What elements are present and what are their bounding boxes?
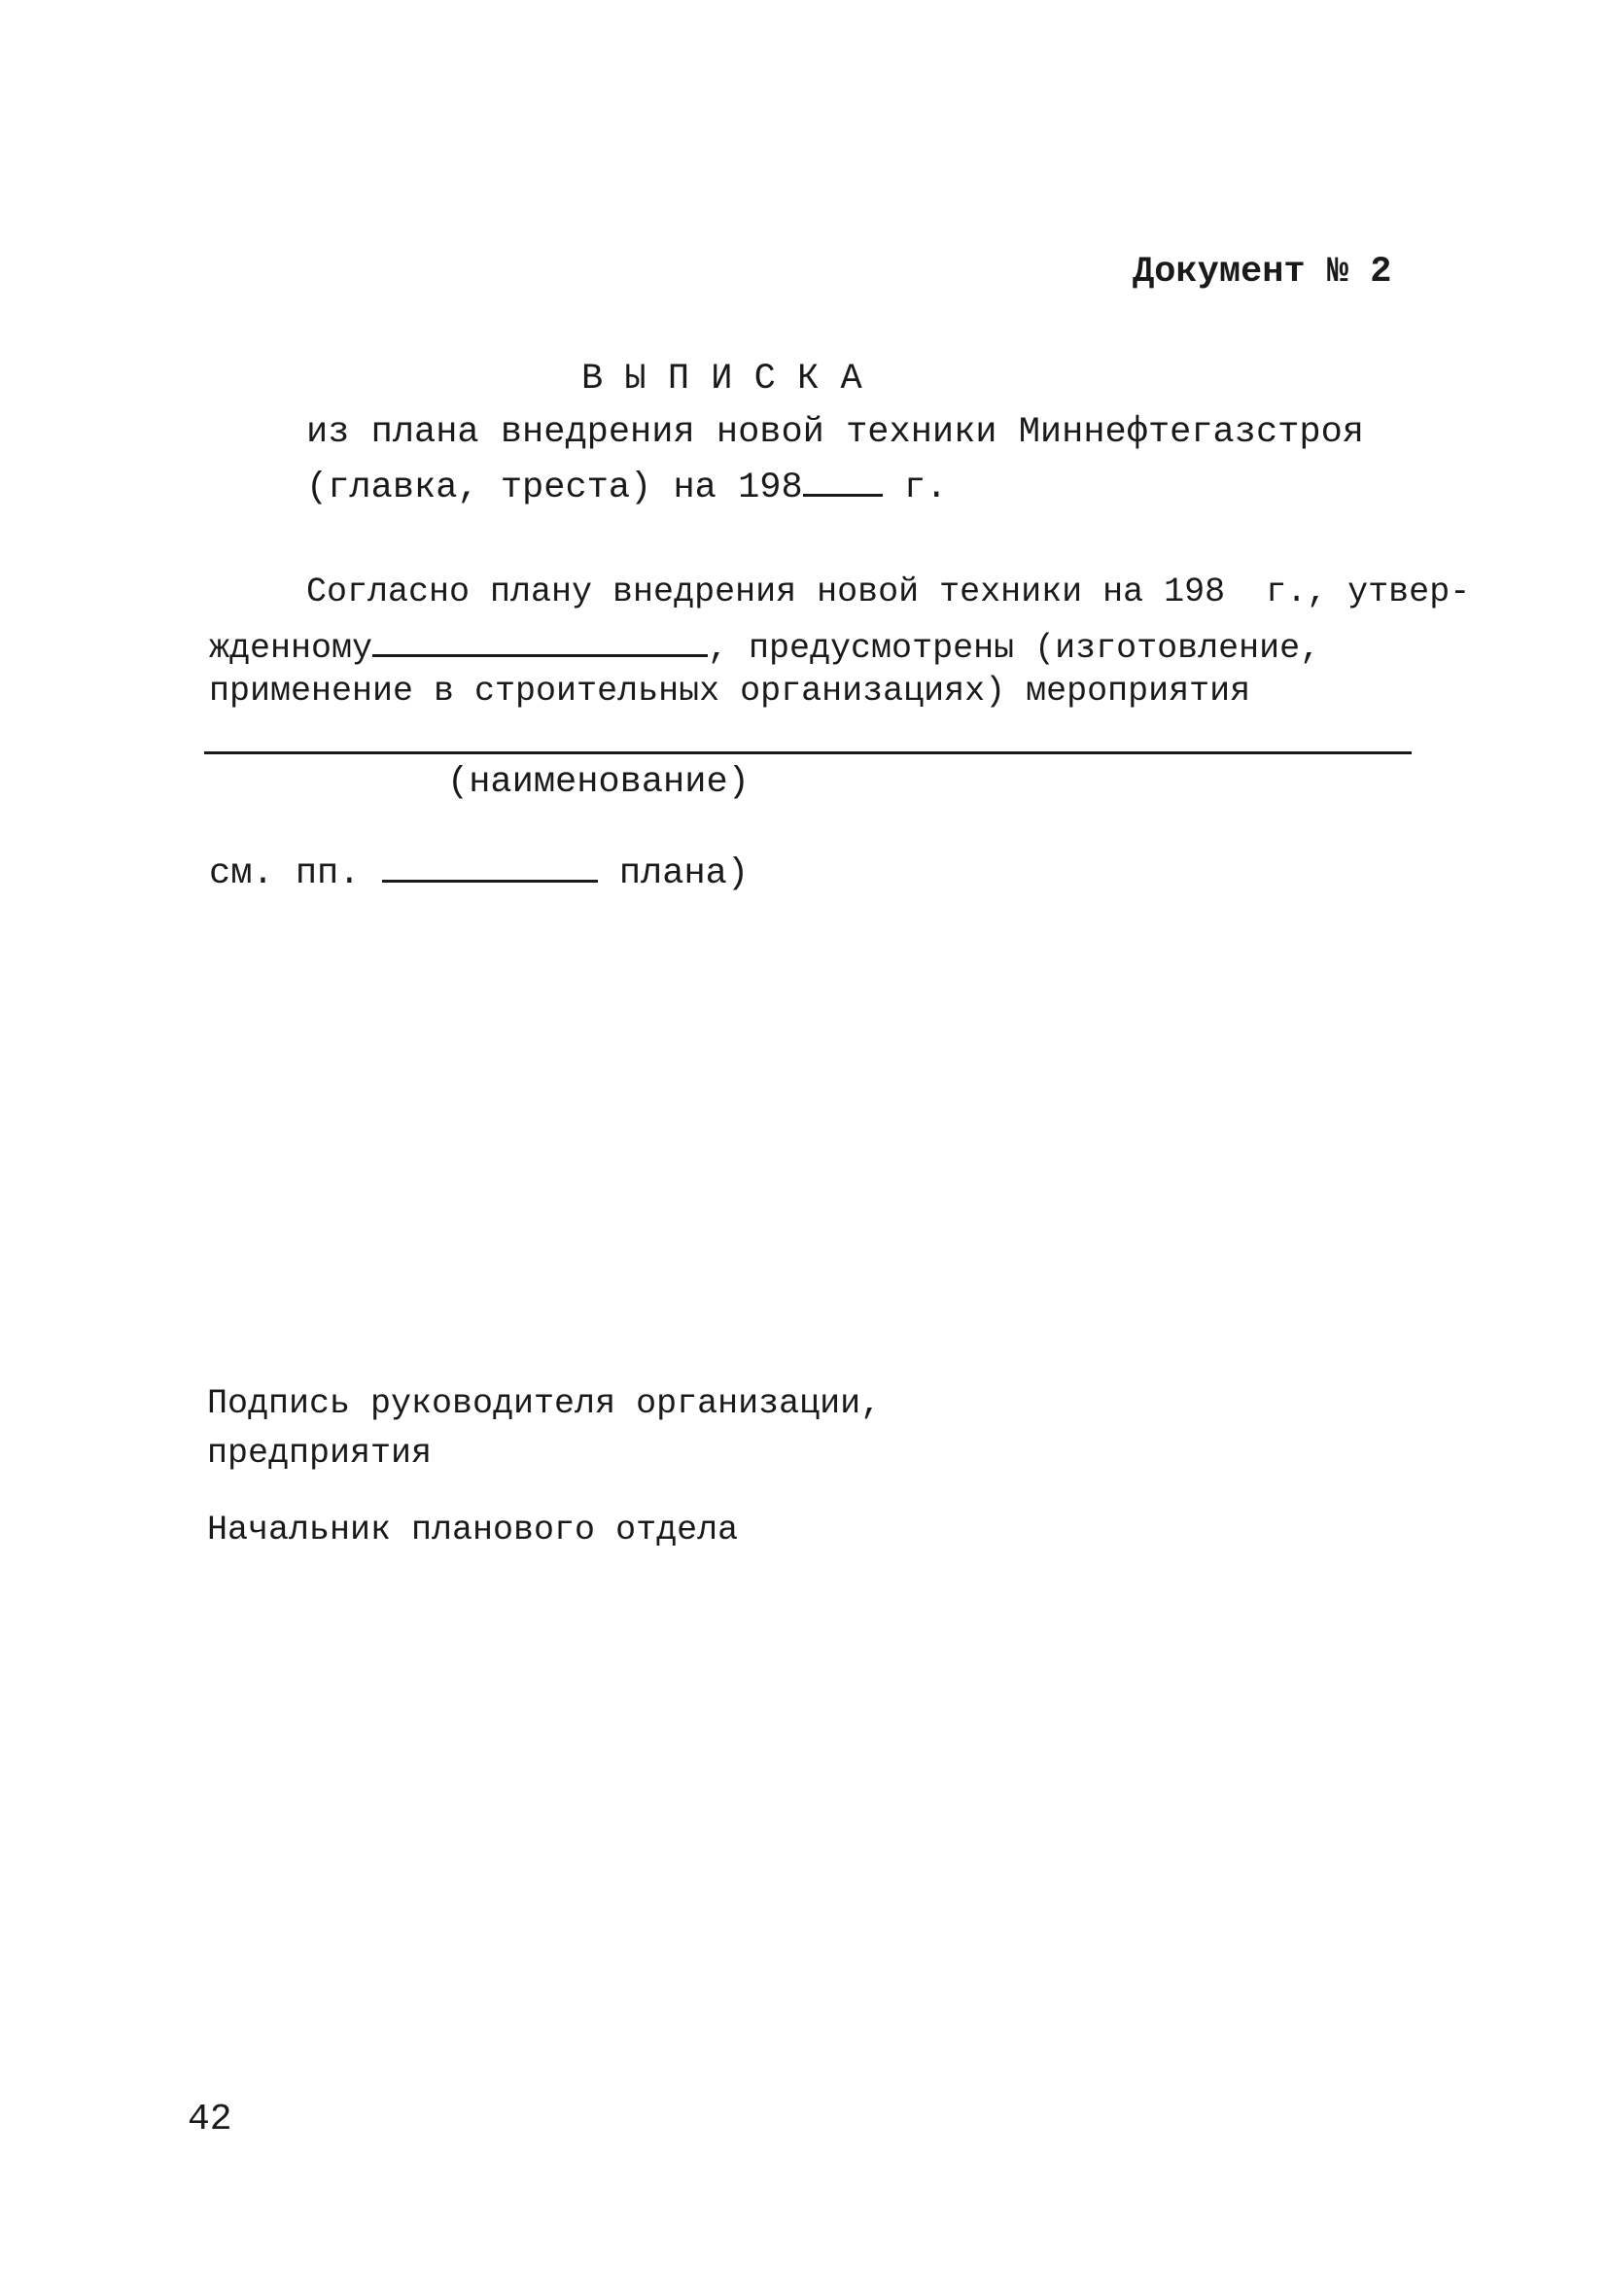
paragraph-line-3: применение в строительных организациях) мероприятия [209,672,1251,711]
paragraph-line-2-suffix: , предусмотрены (изготовление, [708,629,1321,668]
name-caption: (наименование) [447,762,750,803]
page-number: 42 [188,2099,232,2140]
plan-reference-prefix: см. пп. [209,853,382,894]
title-line-1: из плана внедрения новой техники Миннефтегазстроя [306,412,1364,453]
year-blank [803,465,883,497]
plan-reference-suffix: плана) [597,853,750,894]
signature-planning-head: Начальник планового отдела [207,1511,739,1549]
document-number: Документ № 2 [1133,252,1392,293]
title-line-2-text: (главка, треста) на 198 [306,468,803,508]
signature-head-line-2: предприятия [207,1434,433,1473]
name-underline [204,751,1412,754]
plan-reference [209,851,749,892]
title-line-2-suffix: г. [882,468,948,508]
paragraph-line-2 [209,625,1320,666]
approved-by-text: жденному [209,629,373,668]
approved-by-blank [372,625,708,657]
paragraph-line-1: Согласно плану внедрения новой техники на 198 г., утвер- [306,573,1471,611]
plan-item-blank [382,851,598,883]
document-heading: В Ы П И С К А [581,359,862,400]
title-line-2 [306,465,947,506]
signature-head-line-1: Подпись руководителя организации, [207,1384,882,1423]
